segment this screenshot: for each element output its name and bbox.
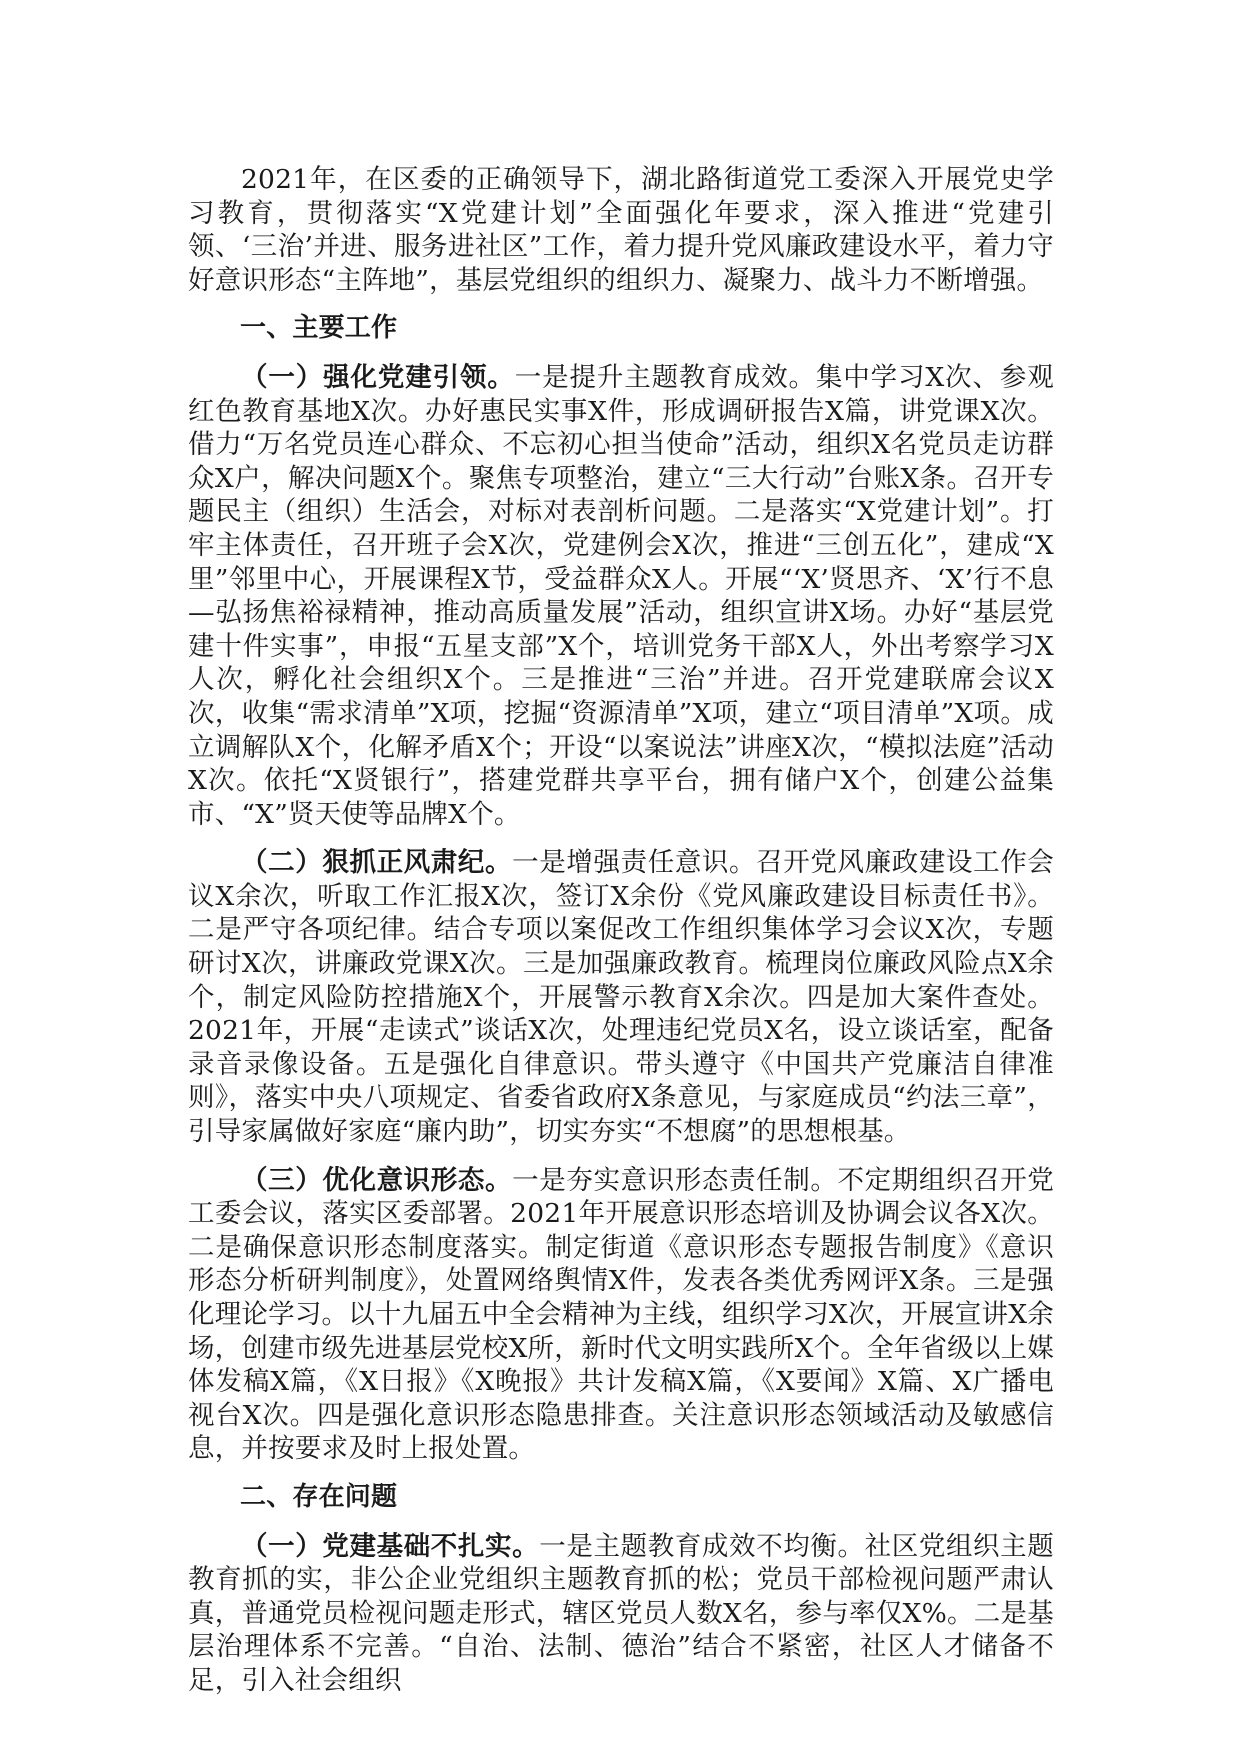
subsection-paragraph	[188, 1530, 1054, 1698]
subsection-lead: （三）优化意识形态。	[241, 1164, 513, 1196]
intro-paragraph: 2021年，在区委的正确领导下，湖北路街道党工委深入开展党史学习教育，贯彻落实“X党建计划”全面强化年要求，深入推进“党建引领、‘三治’并进、服务进社区”工作，着力提升党风廉政建设水平，着力守好意识形态“主阵地”，基层党组织的组织力、凝聚力、战斗力不断增强。	[188, 164, 1054, 296]
section-existing-problems	[188, 1481, 1054, 1698]
subsection-lead: （一）党建基础不扎实。	[241, 1530, 540, 1562]
subsection-body: 一是夯实意识形态责任制。不定期组织召开党工委会议，落实区委部署。2021年开展意识形态培训及协调会议各X次。二是确保意识形态制度落实。制定街道《意识形态专题报告制度》《意识形态分析研判制度》，处置网络舆情X件，发表各类优秀网评X条。三是强化理论学习。以十九届五中全会精神为主线，组织学习X次，开展宣讲X余场，创建市级先进基层党校X所，新时代文明实践所X个。全年省级以上媒体发稿X篇，《X日报》《X晚报》共计发稿X篇，《X要闻》X篇、X广播电视台X次。四是强化意识形态隐患排查。关注意识形态领域活动及敏感信息，并按要求及时上报处置。	[188, 1164, 1055, 1465]
section-main-work	[188, 312, 1054, 1466]
subsection-paragraph	[188, 361, 1054, 831]
section-heading: 一、主要工作	[240, 313, 398, 344]
document-page	[188, 163, 1054, 1713]
subsection-paragraph	[188, 846, 1054, 1148]
subsection-body: 一是提升主题教育成效。集中学习X次、参观红色教育基地X次。办好惠民实事X件，形成调研报告X篇，讲党课X次。借力“万名党员连心群众、不忘初心担当使命”活动，组织X名党员走访群众X户，解决问题X个。聚焦专项整治，建立“三大行动”台账X条。召开专题民主（组织）生活会，对标对表剖析问题。二是落实“X党建计划”。打牢主体责任，召开班子会X次，党建例会X次，推进“三创五化”，建成“X里”邻里中心，开展课程X节，受益群众X人。开展“‘X’贤思齐、‘X’行不息—弘扬焦裕禄精神，推动高质量发展”活动，组织宣讲X场。办好“基层党建十件实事”，申报“五星支部”X个，培训党务干部X人，外出考察学习X人次，孵化社会组织X个。三是推进“三治”并进。召开党建联席会议X次，收集“需求清单”X项，挖掘“资源清单”X项，建立“项目清单”X项。成立调解队X个，化解矛盾X个；开设“以案说法”讲座X次，“模拟法庭”活动X次。依托“X贤银行”，搭建党群共享平台，拥有储户X个，创建公益集市、“X”贤天使等品牌X个。	[188, 361, 1055, 830]
subsection-paragraph	[188, 1164, 1054, 1466]
subsection-lead: （二）狠抓正风肃纪。	[241, 847, 513, 879]
subsection-body: 一是增强责任意识。召开党风廉政建设工作会议X余次，听取工作汇报X次，签订X余份《党风廉政建设目标责任书》。二是严守各项纪律。结合专项以案促改工作组织集体学习会议X次，专题研讨X次，讲廉政党课X次。三是加强廉政教育。梳理岗位廉政风险点X余个，制定风险防控措施X个，开展警示教育X余次。四是加大案件查处。2021年，开展“走读式”谈话X次，处理违纪党员X名，设立谈话室，配备录音录像设备。五是强化自律意识。带头遵守《中国共产党廉洁自律准则》，落实中央八项规定、省委省政府X条意见，与家庭成员“约法三章”，引导家属做好家庭“廉内助”，切实夯实“不想腐”的思想根基。	[188, 847, 1055, 1148]
subsection-body: 一是主题教育成效不均衡。社区党组织主题教育抓的实，非公企业党组织主题教育抓的松；党员干部检视问题严肃认真，普通党员检视问题走形式，辖区党员人数X名，参与率仅X%。二是基层治理体系不完善。“自治、法制、德治”结合不紧密，社区人才储备不足，引入社会组织	[188, 1530, 1054, 1696]
subsection-lead: （一）强化党建引领。	[241, 361, 515, 393]
section-heading: 二、存在问题	[240, 1481, 398, 1512]
